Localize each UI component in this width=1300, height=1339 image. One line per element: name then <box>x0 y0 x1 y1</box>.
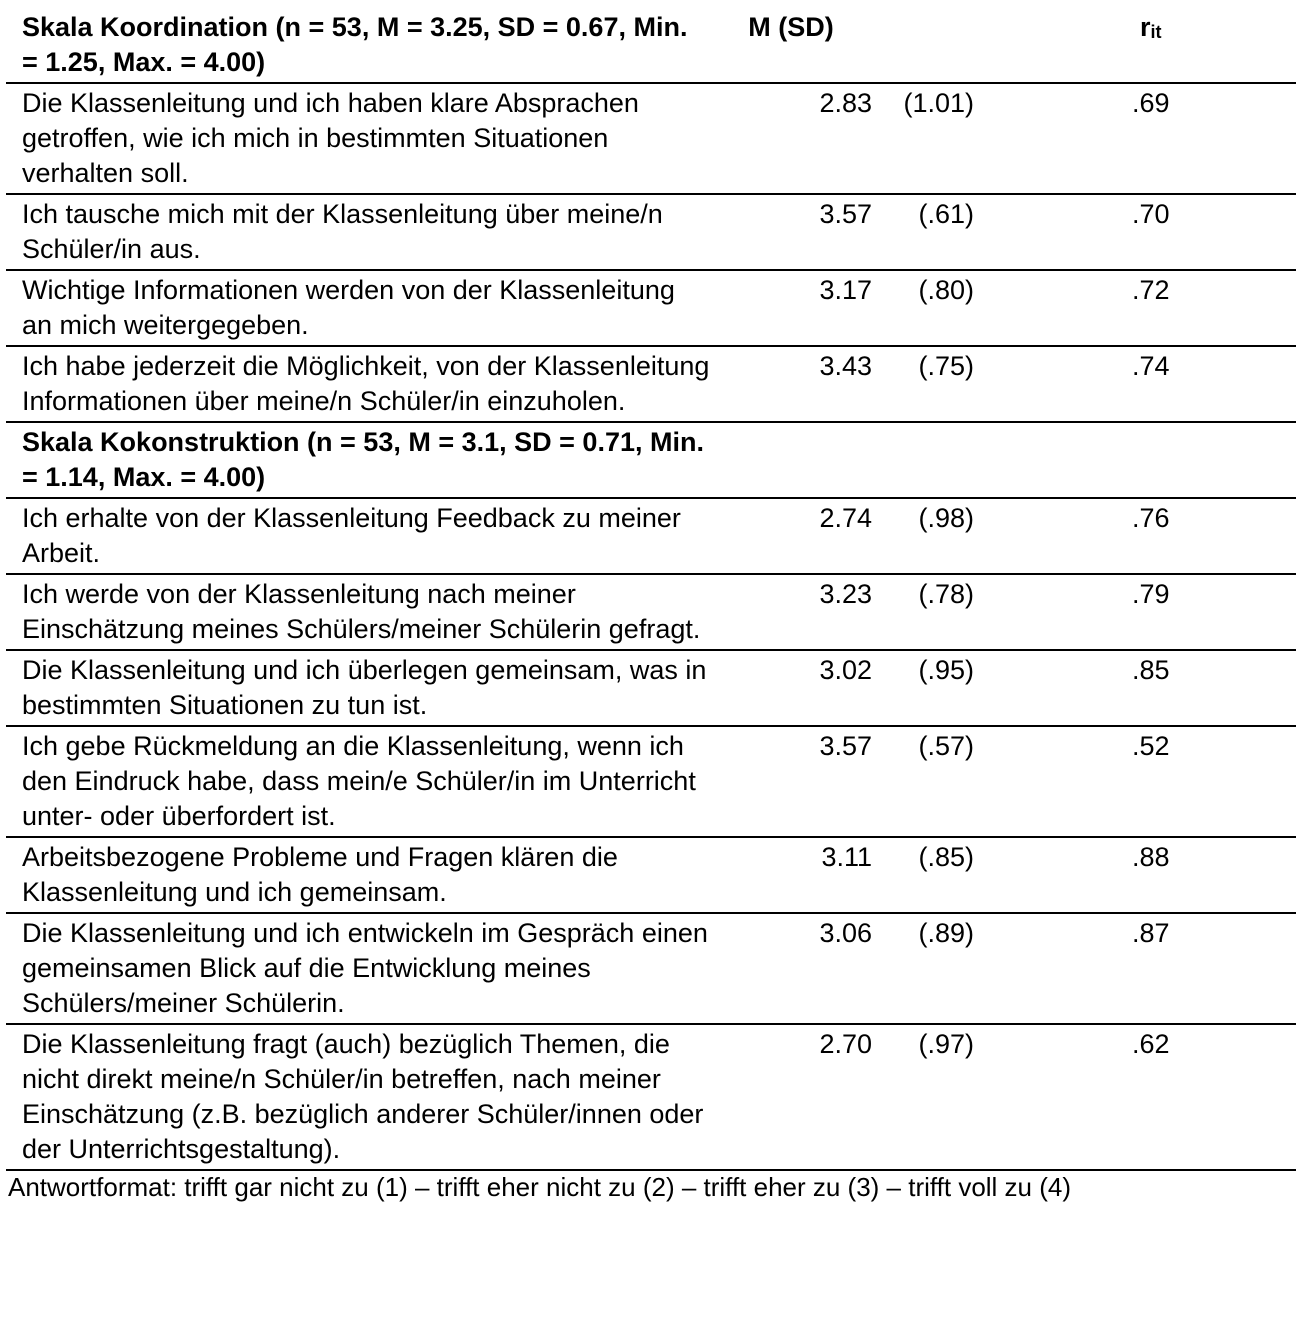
sd-value: (.98) <box>918 503 974 533</box>
footnote: Antwortformat: trifft gar nicht zu (1) – trifft eher nicht zu (2) – trifft eher zu (3) – trifft voll zu (4) <box>8 1172 1072 1202</box>
mean-value: 3.23 <box>819 579 872 609</box>
msd-cell <box>716 574 1006 650</box>
mean-value: 3.11 <box>821 842 872 872</box>
mean-value: 3.06 <box>819 918 872 948</box>
rit-value: .72 <box>1132 275 1170 305</box>
sd-value: (.61) <box>918 199 974 229</box>
msd-cell <box>716 194 1006 270</box>
table-row <box>6 837 1296 913</box>
msd-wrap <box>784 653 974 688</box>
sd-value: (1.01) <box>903 88 974 118</box>
table-row <box>6 83 1296 194</box>
sd-value: (.80) <box>918 275 974 305</box>
msd-wrap <box>784 1027 974 1062</box>
mean-value: 2.74 <box>819 503 872 533</box>
item-text: Wichtige Informationen werden von der Klassenleitung an mich weitergegeben. <box>22 275 675 340</box>
msd-wrap <box>784 840 974 875</box>
msd-cell <box>716 726 1006 837</box>
msd-cell <box>716 270 1006 346</box>
msd-wrap <box>784 86 974 121</box>
header-rit-sub: it <box>1150 22 1162 42</box>
msd-cell <box>716 913 1006 1024</box>
msd-wrap <box>784 197 974 232</box>
rit-value: .74 <box>1132 351 1170 381</box>
sd-value: (.85) <box>918 842 974 872</box>
table-row <box>6 726 1296 837</box>
msd-cell <box>716 83 1006 194</box>
msd-cell <box>716 837 1006 913</box>
msd-wrap <box>784 577 974 612</box>
sd-value: (.78) <box>918 579 974 609</box>
item-statistics-table <box>6 6 1296 1171</box>
table-row <box>6 498 1296 574</box>
rit-value: .85 <box>1132 655 1170 685</box>
empty-cell <box>716 422 1006 498</box>
msd-wrap <box>784 273 974 308</box>
item-text: Ich werde von der Klassenleitung nach meiner Einschätzung meines Schülers/meiner Schülerin gefragt. <box>22 579 701 644</box>
header-msd: M (SD) <box>748 12 834 42</box>
item-text: Arbeitsbezogene Probleme und Fragen klären die Klassenleitung und ich gemeinsam. <box>22 842 618 907</box>
scale-row <box>6 422 1296 498</box>
table-row <box>6 270 1296 346</box>
item-text: Ich gebe Rückmeldung an die Klassenleitung, wenn ich den Eindruck habe, dass mein/e Schüler/in im Unterricht unter- oder überfordert ist. <box>22 731 696 831</box>
table-row <box>6 194 1296 270</box>
table-row <box>6 346 1296 422</box>
mean-value: 2.83 <box>819 88 872 118</box>
sd-value: (.95) <box>918 655 974 685</box>
rit-value: .87 <box>1132 918 1170 948</box>
rit-value: .70 <box>1132 199 1170 229</box>
msd-wrap <box>784 729 974 764</box>
msd-cell <box>716 346 1006 422</box>
item-text: Ich erhalte von der Klassenleitung Feedback zu meiner Arbeit. <box>22 503 681 568</box>
rit-value: .79 <box>1132 579 1170 609</box>
rit-value: .76 <box>1132 503 1170 533</box>
rit-value: .88 <box>1132 842 1170 872</box>
table-container <box>6 6 1296 1203</box>
table-row <box>6 913 1296 1024</box>
header-rit-main: r <box>1140 12 1151 42</box>
item-text: Ich tausche mich mit der Klassenleitung über meine/n Schüler/in aus. <box>22 199 663 264</box>
mean-value: 3.02 <box>819 655 872 685</box>
header-rit <box>1006 6 1296 83</box>
empty-cell <box>1006 422 1296 498</box>
mean-value: 2.70 <box>819 1029 872 1059</box>
mean-value: 3.43 <box>819 351 872 381</box>
item-text: Die Klassenleitung und ich überlegen gemeinsam, was in bestimmten Situationen zu tun ist. <box>22 655 707 720</box>
sd-value: (.57) <box>918 731 974 761</box>
rit-value: .52 <box>1132 731 1170 761</box>
mean-value: 3.17 <box>819 275 872 305</box>
header-scale-1: Skala Koordination (n = 53, M = 3.25, SD = 0.67, Min. = 1.25, Max. = 4.00) <box>22 12 688 77</box>
table-header-row <box>6 6 1296 83</box>
scale-label: Skala Kokonstruktion (n = 53, M = 3.1, SD = 0.71, Min. = 1.14, Max. = 4.00) <box>22 427 704 492</box>
table-row <box>6 1024 1296 1170</box>
rit-value: .62 <box>1132 1029 1170 1059</box>
table-row <box>6 650 1296 726</box>
item-text: Ich habe jederzeit die Möglichkeit, von der Klassenleitung Informationen über meine/n Schüler/in einzuholen. <box>22 351 710 416</box>
msd-wrap <box>784 501 974 536</box>
rit-value: .69 <box>1132 88 1170 118</box>
item-text: Die Klassenleitung fragt (auch) bezüglich Themen, die nicht direkt meine/n Schüler/in betreffen, nach meiner Einschätzung (z.B. bezüglich anderer Schüler/innen oder der Unterrichtsgestaltung). <box>22 1029 704 1164</box>
table-row <box>6 574 1296 650</box>
sd-value: (.97) <box>918 1029 974 1059</box>
mean-value: 3.57 <box>819 199 872 229</box>
msd-cell <box>716 498 1006 574</box>
msd-wrap <box>784 349 974 384</box>
item-text: Die Klassenleitung und ich haben klare Absprachen getroffen, wie ich mich in bestimmten Situationen verhalten soll. <box>22 88 639 188</box>
sd-value: (.89) <box>918 918 974 948</box>
item-text: Die Klassenleitung und ich entwickeln im Gespräch einen gemeinsamen Blick auf die Entwicklung meines Schülers/meiner Schülerin. <box>22 918 708 1018</box>
msd-cell <box>716 650 1006 726</box>
mean-value: 3.57 <box>819 731 872 761</box>
msd-cell <box>716 1024 1006 1170</box>
msd-wrap <box>784 916 974 951</box>
sd-value: (.75) <box>918 351 974 381</box>
